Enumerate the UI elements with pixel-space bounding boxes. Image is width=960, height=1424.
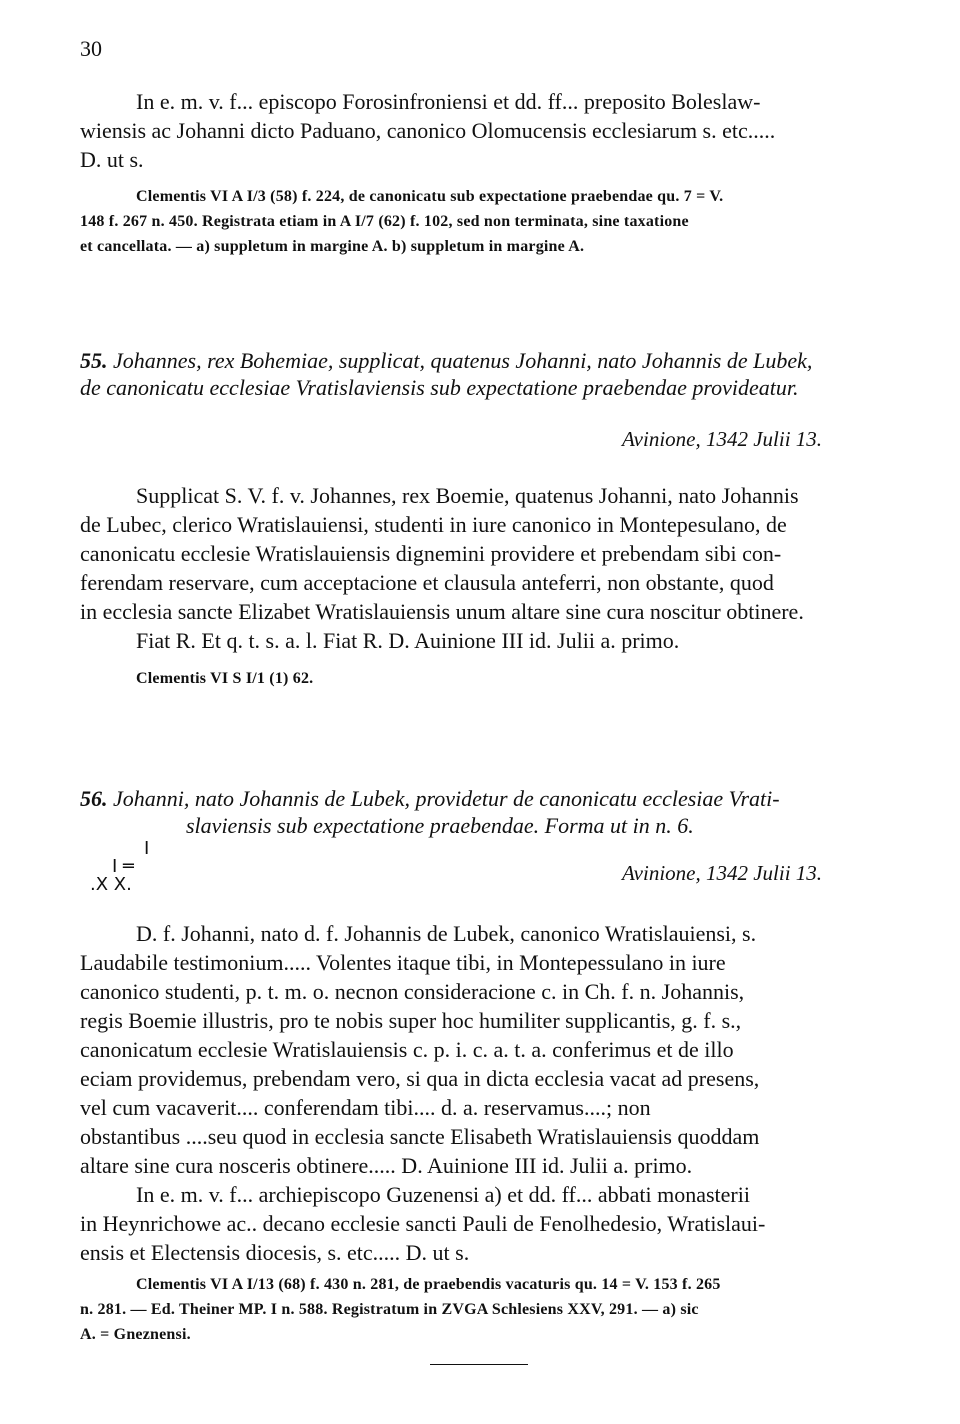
heading-line: de canonicatu ecclesiae Vratislaviensis sub expectatione praebendae provideatur. (80, 375, 799, 400)
entry-55-footnote: Clementis VI S I/1 (1) 62. (136, 670, 314, 687)
footnote-line: Clementis VI A I/3 (58) f. 224, de canonicatu sub expectatione praebendae qu. 7 = V. (136, 188, 724, 205)
text-line: regis Boemie illustris, pro te nobis super hoc humiliter supplicantis, g. f. s., (80, 1008, 742, 1033)
footnote-line: 148 f. 267 n. 450. Registrata etiam in A I/7 (62) f. 102, sed non terminata, sine taxatione (80, 213, 689, 230)
end-rule (430, 1364, 528, 1365)
footnote-line: n. 281. — Ed. Theiner MP. I n. 588. Registratum in ZVGA Schlesiens XXV, 291. — a) sic (80, 1301, 699, 1318)
heading-line: Johannes, rex Bohemiae, supplicat, quatenus Johanni, nato Johannis de Lubek, (107, 348, 813, 373)
text-line: canonico studenti, p. t. m. o. necnon consideracione c. in Ch. f. n. Johannis, (80, 979, 745, 1004)
text-line: Laudabile testimonium..... Volentes itaque tibi, in Montepessulano in iure (80, 950, 726, 975)
entry-55-heading (80, 347, 812, 401)
archival-marks (86, 840, 149, 894)
text-line: wiensis ac Johanni dicto Paduano, canonico Olomucensis ecclesiarum s. etc..... (80, 118, 776, 143)
entry-56-heading (80, 785, 780, 839)
entry-56-text (80, 919, 765, 1267)
entry-number: 55. (80, 348, 108, 373)
text-line: in ecclesia sancte Elizabet Wratislauiensis unum altare sine cura noscitur obtinere. (80, 599, 804, 624)
text-line: de Lubec, clerico Wratislauiensi, studenti in iure canonico in Montepesulano, de (80, 512, 787, 537)
text-line: Fiat R. Et q. t. s. a. l. Fiat R. D. Auinione III id. Julii a. primo. (136, 628, 680, 653)
mark-middle: I ═ (112, 856, 134, 877)
text-line: canonicatum ecclesie Wratislauiensis c. p. i. c. a. t. a. conferimus et de illo (80, 1037, 734, 1062)
heading-line: Johanni, nato Johannis de Lubek, providetur de canonicatu ecclesiae Vrati- (107, 786, 780, 811)
text-line: vel cum vacaverit.... conferendam tibi.... d. a. reservamus....; non (80, 1095, 651, 1120)
text-line: in Heynrichowe ac.. decano ecclesie sancti Pauli de Fenolhedesio, Wratislaui- (80, 1211, 766, 1236)
text-line: Supplicat S. V. f. v. Johannes, rex Boemie, quatenus Johanni, nato Johannis (136, 483, 799, 508)
text-line: altare sine cura nosceris obtinere..... D. Auinione III id. Julii a. primo. (80, 1153, 693, 1178)
text-line: ensis et Electensis diocesis, s. etc..... D. ut s. (80, 1240, 470, 1265)
text-line: In e. m. v. f... archiepiscopo Guzenensi a) et dd. ff... abbati monasterii (136, 1182, 750, 1207)
entry-56-footnote (80, 1272, 721, 1347)
text-line: eciam providemus, prebendam vero, si qua in dicta ecclesia vacat ad presens, (80, 1066, 760, 1091)
footnote-apparatus (80, 184, 723, 259)
text-line: ferendam reservare, cum acceptacione et clausula anteferri, non obstante, quod (80, 570, 774, 595)
text-line: D. f. Johanni, nato d. f. Johannis de Lubek, canonico Wratislauiensi, s. (136, 921, 757, 946)
closing-text-block (80, 87, 880, 174)
entry-55-text (80, 481, 804, 655)
text-line: canonicatu ecclesie Wratislauiensis dignemini providere et prebendam sibi con- (80, 541, 782, 566)
footnote-line: A. = Gneznensi. (80, 1326, 191, 1343)
footnote-line: et cancellata. — a) suppletum in margine A. b) suppletum in margine A. (80, 238, 585, 255)
mark-top: I (144, 838, 150, 859)
entry-number: 56. (80, 786, 108, 811)
entry-56-date: Avinione, 1342 Julii 13. (622, 861, 823, 885)
heading-line: slaviensis sub expectatione praebendae. Forma ut in n. 6. (186, 813, 694, 838)
footnote-line: Clementis VI A I/13 (68) f. 430 n. 281, de praebendis vacaturis qu. 14 = V. 153 f. 265 (136, 1276, 721, 1293)
entry-55-date: Avinione, 1342 Julii 13. (622, 427, 823, 451)
page-number: 30 (80, 36, 102, 61)
text-line: obstantibus ....seu quod in ecclesia sancte Elisabeth Wratislauiensis quoddam (80, 1124, 760, 1149)
text-line: D. ut s. (80, 147, 144, 172)
mark-bottom: .X X. (90, 874, 132, 895)
text-line: In e. m. v. f... episcopo Forosinfroniensi et dd. ff... preposito Boleslaw- (136, 89, 761, 114)
